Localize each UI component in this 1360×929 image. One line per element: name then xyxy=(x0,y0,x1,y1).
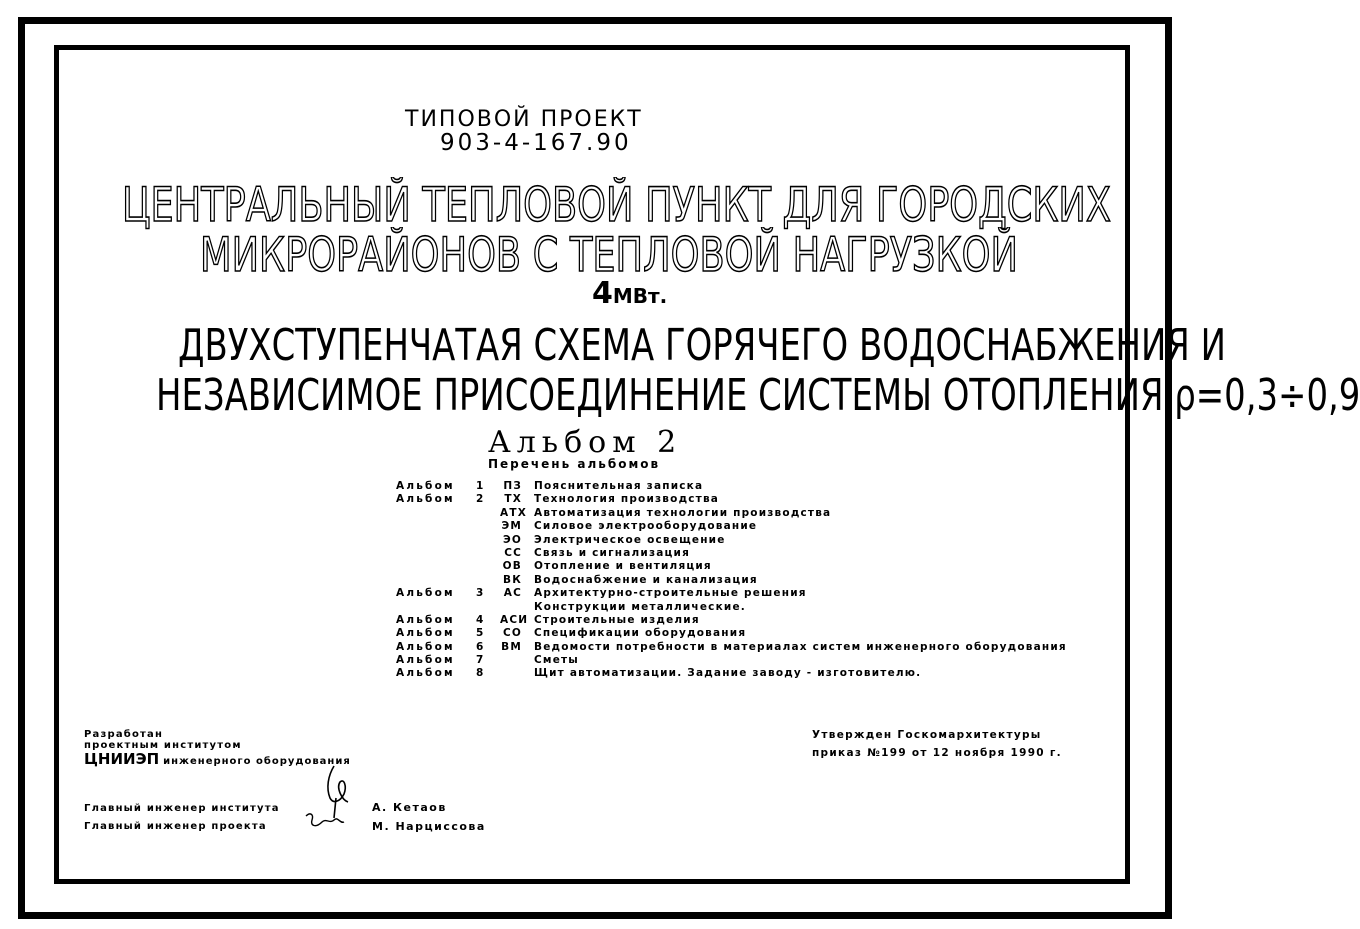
section-description: Спецификации оборудования xyxy=(534,627,747,640)
albums-list-row xyxy=(396,520,1067,533)
signature-institute xyxy=(328,766,348,818)
album-label xyxy=(396,520,476,533)
section-code: ТХ xyxy=(504,493,522,506)
approval-line1: Утвержден Госкомархитектуры xyxy=(812,729,1042,741)
albums-list-row xyxy=(396,547,1067,560)
section-description: Сметы xyxy=(534,654,579,667)
album-number: 1 xyxy=(476,480,485,492)
section-description: Конструкции металлические. xyxy=(534,600,746,613)
album-label xyxy=(396,601,476,614)
album-label: Альбом xyxy=(396,613,455,626)
section-code: АС xyxy=(503,587,522,600)
section-description: Пояснительная записка xyxy=(534,480,704,492)
section-code: ОВ xyxy=(502,560,522,573)
heat-load-value: 4 xyxy=(592,276,613,311)
section-code: СО xyxy=(502,627,522,640)
album-label xyxy=(396,534,476,547)
developer-block xyxy=(84,729,242,751)
section-code: ВК xyxy=(503,573,522,586)
album-label: Альбом xyxy=(396,627,455,640)
section-code xyxy=(500,667,534,680)
album-number xyxy=(476,520,500,533)
section-description: Силовое электрооборудование xyxy=(534,520,758,533)
section-code: АСИ xyxy=(500,613,529,626)
developer-line1: Разработан xyxy=(84,729,164,740)
section-code: ЭМ xyxy=(501,520,522,533)
section-description: Электрическое освещение xyxy=(534,533,726,546)
document-title-line2: МИКРОРАЙОНОВ С ТЕПЛОВОЙ НАГРУЗКОЙ xyxy=(200,228,1018,283)
project-label: ТИПОВОЙ ПРОЕКТ xyxy=(405,107,643,132)
albums-list-row xyxy=(396,493,1067,506)
albums-list-row xyxy=(396,480,1067,493)
album-label xyxy=(396,574,476,587)
section-code: ЭО xyxy=(502,533,522,546)
album-label: Альбом xyxy=(396,640,455,653)
album-number xyxy=(476,547,500,560)
chief-project-name: М. Нарциссова xyxy=(372,820,486,833)
album-label: Альбом xyxy=(396,667,455,680)
album-number: 8 xyxy=(476,667,485,680)
album-number xyxy=(476,507,500,520)
chief-project-role: Главный инженер проекта xyxy=(84,821,267,832)
section-description: Технология производства xyxy=(534,493,720,506)
albums-list-row xyxy=(396,627,1067,640)
albums-list-row xyxy=(396,667,1067,680)
section-code: ВМ xyxy=(501,640,522,653)
document-title-line1: ЦЕНТРАЛЬНЫЙ ТЕПЛОВОЙ ПУНКТ ДЛЯ ГОРОДСКИХ xyxy=(122,178,1111,233)
album-number: 6 xyxy=(476,640,485,653)
albums-list-row xyxy=(396,601,1067,614)
chief-institute-role: Главный инженер института xyxy=(84,803,280,814)
album-number: 4 xyxy=(476,613,485,626)
album-number: 3 xyxy=(476,587,485,600)
album-number: 5 xyxy=(476,627,485,640)
album-label: Альбом xyxy=(396,493,455,506)
albums-list-row xyxy=(396,534,1067,547)
approval-block xyxy=(812,726,1062,762)
developer-org-desc: инженерного оборудования xyxy=(163,756,351,767)
approval-line2: приказ №199 от 12 ноября 1990 г. xyxy=(812,747,1062,759)
section-code: АТХ xyxy=(500,506,527,519)
developer-line2: проектным институтом xyxy=(84,740,242,751)
album-number: 2 xyxy=(476,493,485,506)
project-number: 903-4-167.90 xyxy=(440,130,632,156)
section-code xyxy=(500,654,534,667)
subtitle-line2: НЕЗАВИСИМОЕ ПРИСОЕДИНЕНИЕ СИСТЕМЫ ОТОПЛЕНИЯ ρ=0,3÷0,9 xyxy=(156,370,1360,421)
albums-list xyxy=(396,480,1067,681)
heat-load xyxy=(592,276,667,311)
albums-list-row xyxy=(396,614,1067,627)
album-label: Альбом xyxy=(396,587,455,600)
album-title: Альбом 2 xyxy=(488,425,683,460)
signatures xyxy=(300,758,370,838)
section-description: Связь и сигнализация xyxy=(534,546,691,559)
heat-load-unit: МВт. xyxy=(612,284,668,308)
section-code: СС xyxy=(504,546,522,559)
album-label xyxy=(396,547,476,560)
chief-names xyxy=(372,798,486,836)
albums-list-heading: Перечень альбомов xyxy=(488,457,661,471)
signature-project xyxy=(306,814,344,826)
section-code xyxy=(500,601,534,614)
section-description: Ведомости потребности в материалах систем инженерного оборудования xyxy=(534,640,1067,653)
album-number xyxy=(476,574,500,587)
section-description: Автоматизация технологии производства xyxy=(534,506,832,519)
album-number xyxy=(476,601,500,614)
chief-institute-name: А. Кетаов xyxy=(372,801,447,814)
albums-list-row xyxy=(396,574,1067,587)
albums-list-row xyxy=(396,560,1067,573)
albums-list-row xyxy=(396,654,1067,667)
album-number: 7 xyxy=(476,654,485,667)
section-code: ПЗ xyxy=(503,480,522,492)
albums-list-row xyxy=(396,507,1067,520)
album-number xyxy=(476,560,500,573)
albums-list-row xyxy=(396,587,1067,600)
section-description: Водоснабжение и канализация xyxy=(534,573,758,586)
subtitle-line1: ДВУХСТУПЕНЧАТАЯ СХЕМА ГОРЯЧЕГО ВОДОСНАБЖЕНИЯ И xyxy=(178,320,1226,371)
developer-org-name: ЦНИИЭП xyxy=(84,750,160,768)
album-number xyxy=(476,534,500,547)
section-description: Архитектурно-строительные решения xyxy=(534,587,807,600)
chief-roles xyxy=(84,800,280,836)
album-label: Альбом xyxy=(396,480,455,492)
album-label xyxy=(396,560,476,573)
section-description: Отопление и вентиляция xyxy=(534,560,712,573)
section-description: Строительные изделия xyxy=(534,613,700,626)
albums-list-row xyxy=(396,641,1067,654)
album-label: Альбом xyxy=(396,654,455,667)
section-description: Щит автоматизации. Задание заводу - изготовителю. xyxy=(534,667,922,680)
album-label xyxy=(396,507,476,520)
